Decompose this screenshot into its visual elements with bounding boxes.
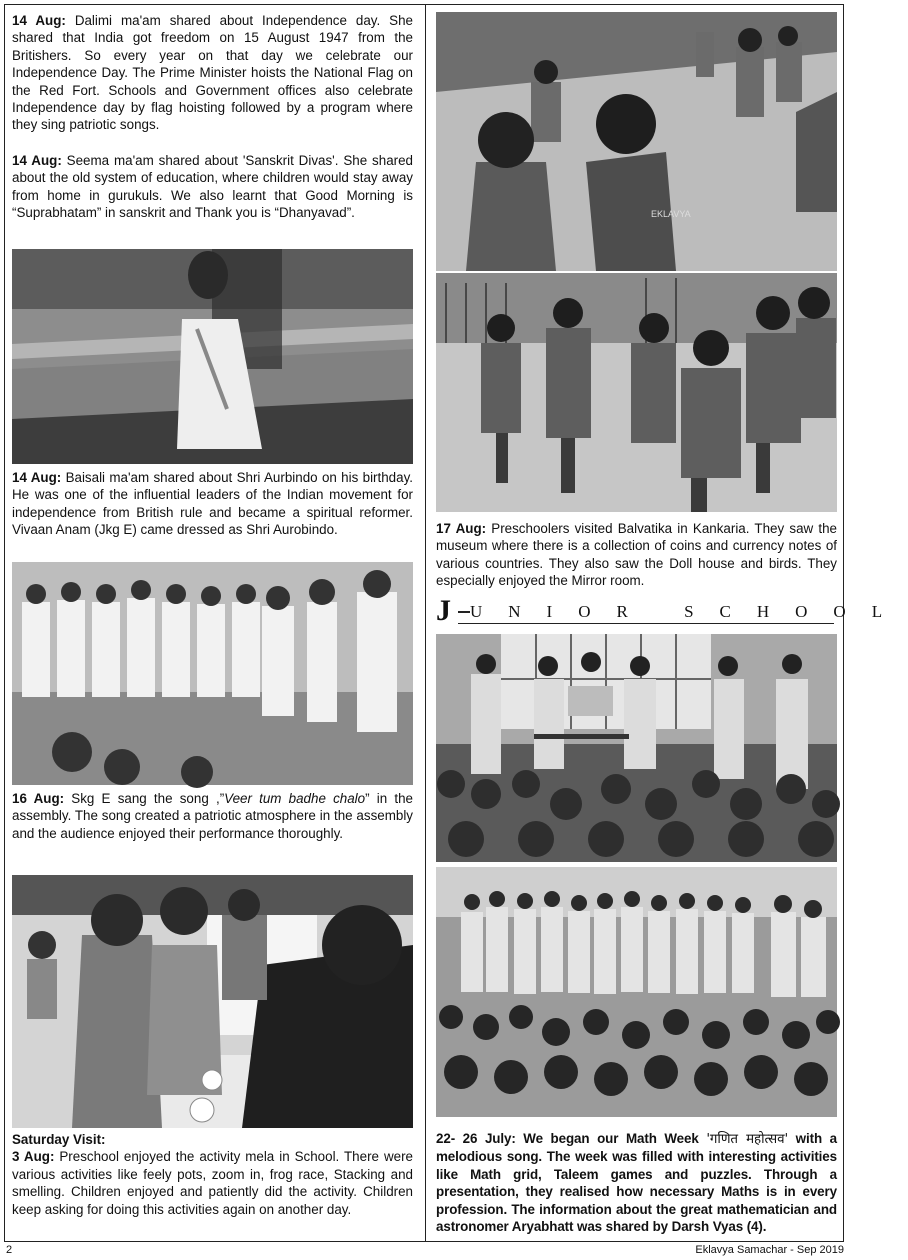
photo-math-week-presentation [436, 634, 837, 862]
photo-math-week-song [436, 867, 837, 1117]
article-text: Preschool enjoyed the activity mela in School. There were various activities like feely pots, zoom in, frog race, Stacking and smelling. Children enjoyed and patiently did the activity. Children keep asking for doing this activities again on another day. [12, 1149, 413, 1217]
section-heading: Saturday Visit: [12, 1132, 106, 1147]
shirt-print: EKLAVYA [651, 209, 691, 219]
article-aurobindo [12, 469, 413, 539]
article-text: Baisali ma'am shared about Shri Aurbindo on his birthday. He was one of the influential leaders of the Indian movement for independence from British rule and became a spiritual reformer. Vivaan Anam (Jkg E) came dressed as Shri Aurobindo. [12, 470, 413, 538]
hindi-title: 'गणित महोत्सव' [706, 1132, 789, 1147]
article-date: 17 Aug: [436, 521, 487, 536]
article-math-week [436, 1130, 837, 1235]
photo-activity-mela [12, 875, 413, 1128]
article-text: We began our Math Week [515, 1131, 707, 1146]
article-balvatika [436, 520, 837, 590]
column-divider [425, 4, 426, 1242]
section-heading-junior-school [436, 594, 908, 628]
article-veer-tum-badhe-chalo [12, 790, 413, 842]
heading-text: UNIOR SCHOOL [470, 602, 908, 621]
song-title: Veer tum badhe chalo [224, 791, 366, 806]
article-sanskrit-divas [12, 152, 413, 222]
article-saturday-visit [12, 1131, 413, 1218]
article-text: ” in the assembly. The song created a patriotic atmosphere in the assembly and the audience enjoyed their performance thoroughly. [12, 791, 413, 841]
article-independence-day [12, 12, 413, 134]
photo-preschool-playground-game [436, 12, 837, 271]
publication-footer: Eklavya Samachar - Sep 2019 [695, 1244, 844, 1256]
article-date: 14 Aug: [12, 153, 62, 168]
photo-balvatika-visit [436, 273, 837, 512]
photo-skg-e-singing [12, 562, 413, 785]
article-text: Seema ma'am shared about 'Sanskrit Divas'. She shared about the old system of education, where children would stay away from home in gurukuls. We also learnt that Good Morning is “Suprabhatam” in sanskrit and Thank you is “Dhanyavad”. [12, 153, 413, 221]
article-date: 3 Aug: [12, 1149, 55, 1165]
article-text: Dalimi ma'am shared about Independence day. She shared that India got freedom on 15 August 1947 from the Britishers. So every year on that day we celebrate our Independence Day. The Prime Minister hoists the National Flag on the Red Fort. Schools and Government offices also celebrate Independence day by flag hoisting followed by a program where they sing patriotic songs. [12, 13, 414, 133]
article-text: with a melodious song. The week was filled with interesting activities like Math grid, Taleem games and puzzles. Through a presentation, they realised how necessary Maths is in every profession. The information about the great mathematician and astronomer Aryabhatt was shared by Darsh Vyas (4). [436, 1131, 837, 1235]
article-text: Skg E sang the song ,” [64, 791, 225, 806]
photo-child-as-aurobindo [12, 249, 413, 464]
heading-rule [458, 623, 834, 624]
heading-initial: J [436, 594, 451, 627]
article-date: 22- 26 July: [436, 1131, 516, 1146]
article-date: 14 Aug: [12, 13, 66, 28]
page-number: 2 [6, 1244, 13, 1256]
article-text: Preschoolers visited Balvatika in Kankaria. They saw the museum where there is a collection of coins and currency notes of various countries. They also saw the Doll house and birds. They especially enjoyed the Mirror room. [436, 521, 837, 589]
article-date: 14 Aug: [12, 470, 62, 485]
article-date: 16 Aug: [12, 791, 65, 806]
